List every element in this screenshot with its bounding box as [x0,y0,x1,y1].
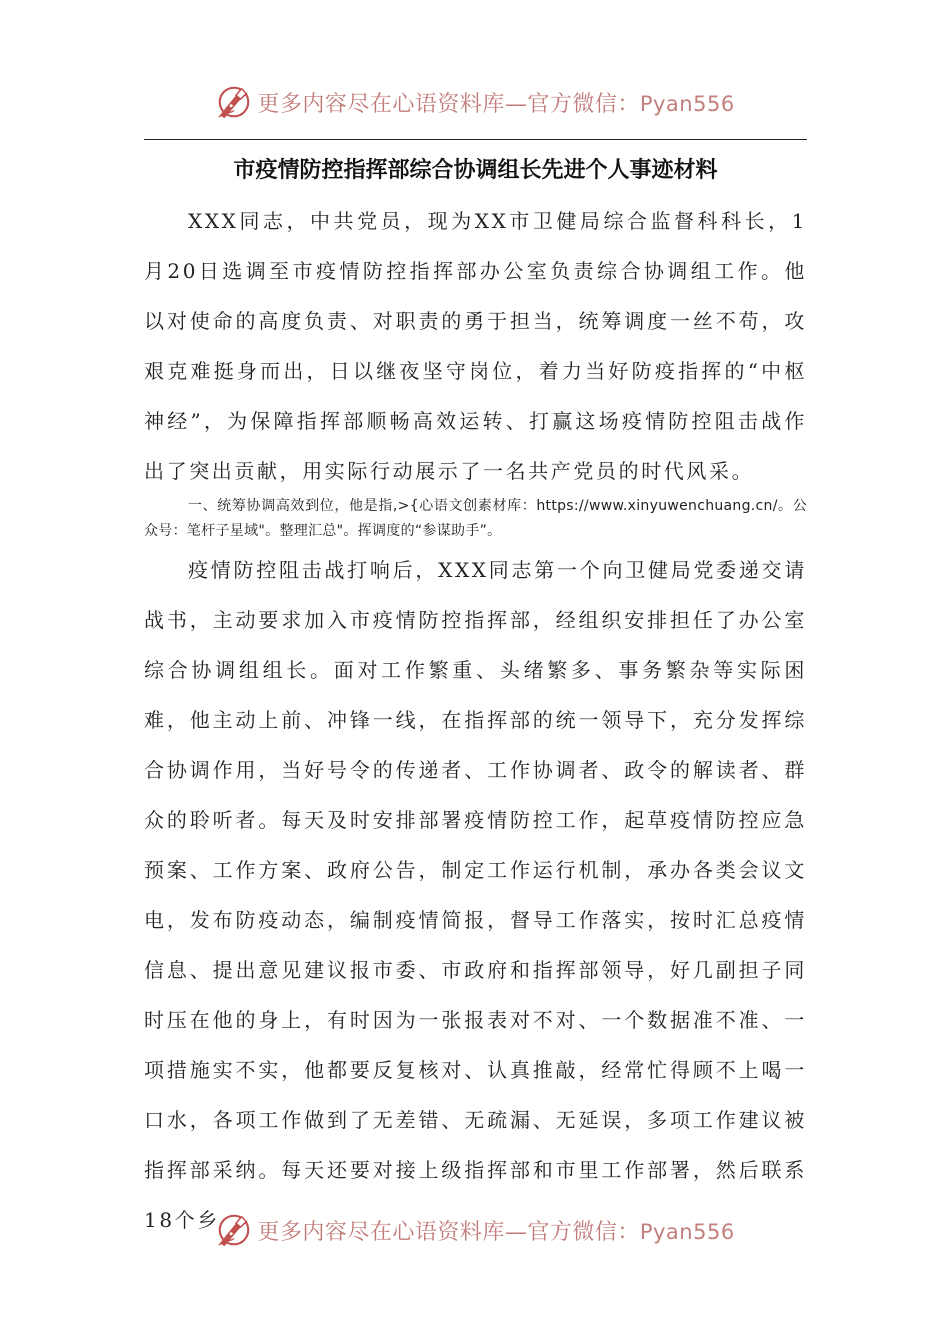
document-title: 市疫情防控指挥部综合协调组长先进个人事迹材料 [233,158,718,183]
pen-nib-logo-icon [215,1211,253,1249]
footer-banner [0,1208,950,1252]
header-banner-text [257,87,734,118]
header-banner [0,80,950,124]
footer-wechat-id: Pyan556 [639,1219,735,1244]
header-divider [144,139,807,140]
section-note: 一、统筹协调高效到位，他是指,>{心语文创素材库：https://www.xinyuwenchuang.cn/。公众号：笔杆子星域"。整理汇总"。挥调度的“参谋助手”。 [144,498,807,539]
footer-banner-label: 更多内容尽在心语资料库—官方微信： [257,1219,640,1245]
footer-banner-text [257,1215,734,1246]
header-wechat-id: Pyan556 [639,91,735,116]
pen-nib-logo-icon [215,83,253,121]
paragraph-intro: XXX同志，中共党员，现为XX市卫健局综合监督科科长，1月20日选调至市疫情防控指挥部办公室负责综合协调组工作。他以对使命的高度负责、对职责的勇于担当，统筹调度一丝不苟，攻艰克难挺身而出，日以继夜坚守岗位，着力当好防疫指挥的“中枢神经”，为保障指挥部顺畅高效运转、打赢这场疫情防控阻击战作出了突出贡献，用实际行动展示了一名共产党员的时代风采。 [144,209,807,483]
header-banner-label: 更多内容尽在心语资料库—官方微信： [257,91,640,117]
paragraph-body: 疫情防控阻击战打响后，XXX同志第一个向卫健局党委递交请战书，主动要求加入市疫情防控指挥部，经组织安排担任了办公室综合协调组组长。面对工作繁重、头绪繁多、事务繁杂等实际困难，他主动上前、冲锋一线，在指挥部的统一领导下，充分发挥综合协调作用，当好号令的传递者、工作协调者、政令的解读者、群众的聆听者。每天及时安排部署疫情防控工作，起草疫情防控应急预案、工作方案、政府公告，制定工作运行机制，承办各类会议文电，发布防疫动态，编制疫情简报，督导工作落实，按时汇总疫情信息、提出意见建议报市委、市政府和指挥部领导，好几副担子同时压在他的身上，有时因为一张报表对不对、一个数据准不准、一项措施实不实，他都要反复核对、认真推敲，经常忙得顾不上喝一口水，各项工作做到了无差错、无疏漏、无延误，多项工作建议被指挥部采纳。每天还要对接上级指挥部和市里工作部署，然后联系18个乡 [144,558,807,1232]
